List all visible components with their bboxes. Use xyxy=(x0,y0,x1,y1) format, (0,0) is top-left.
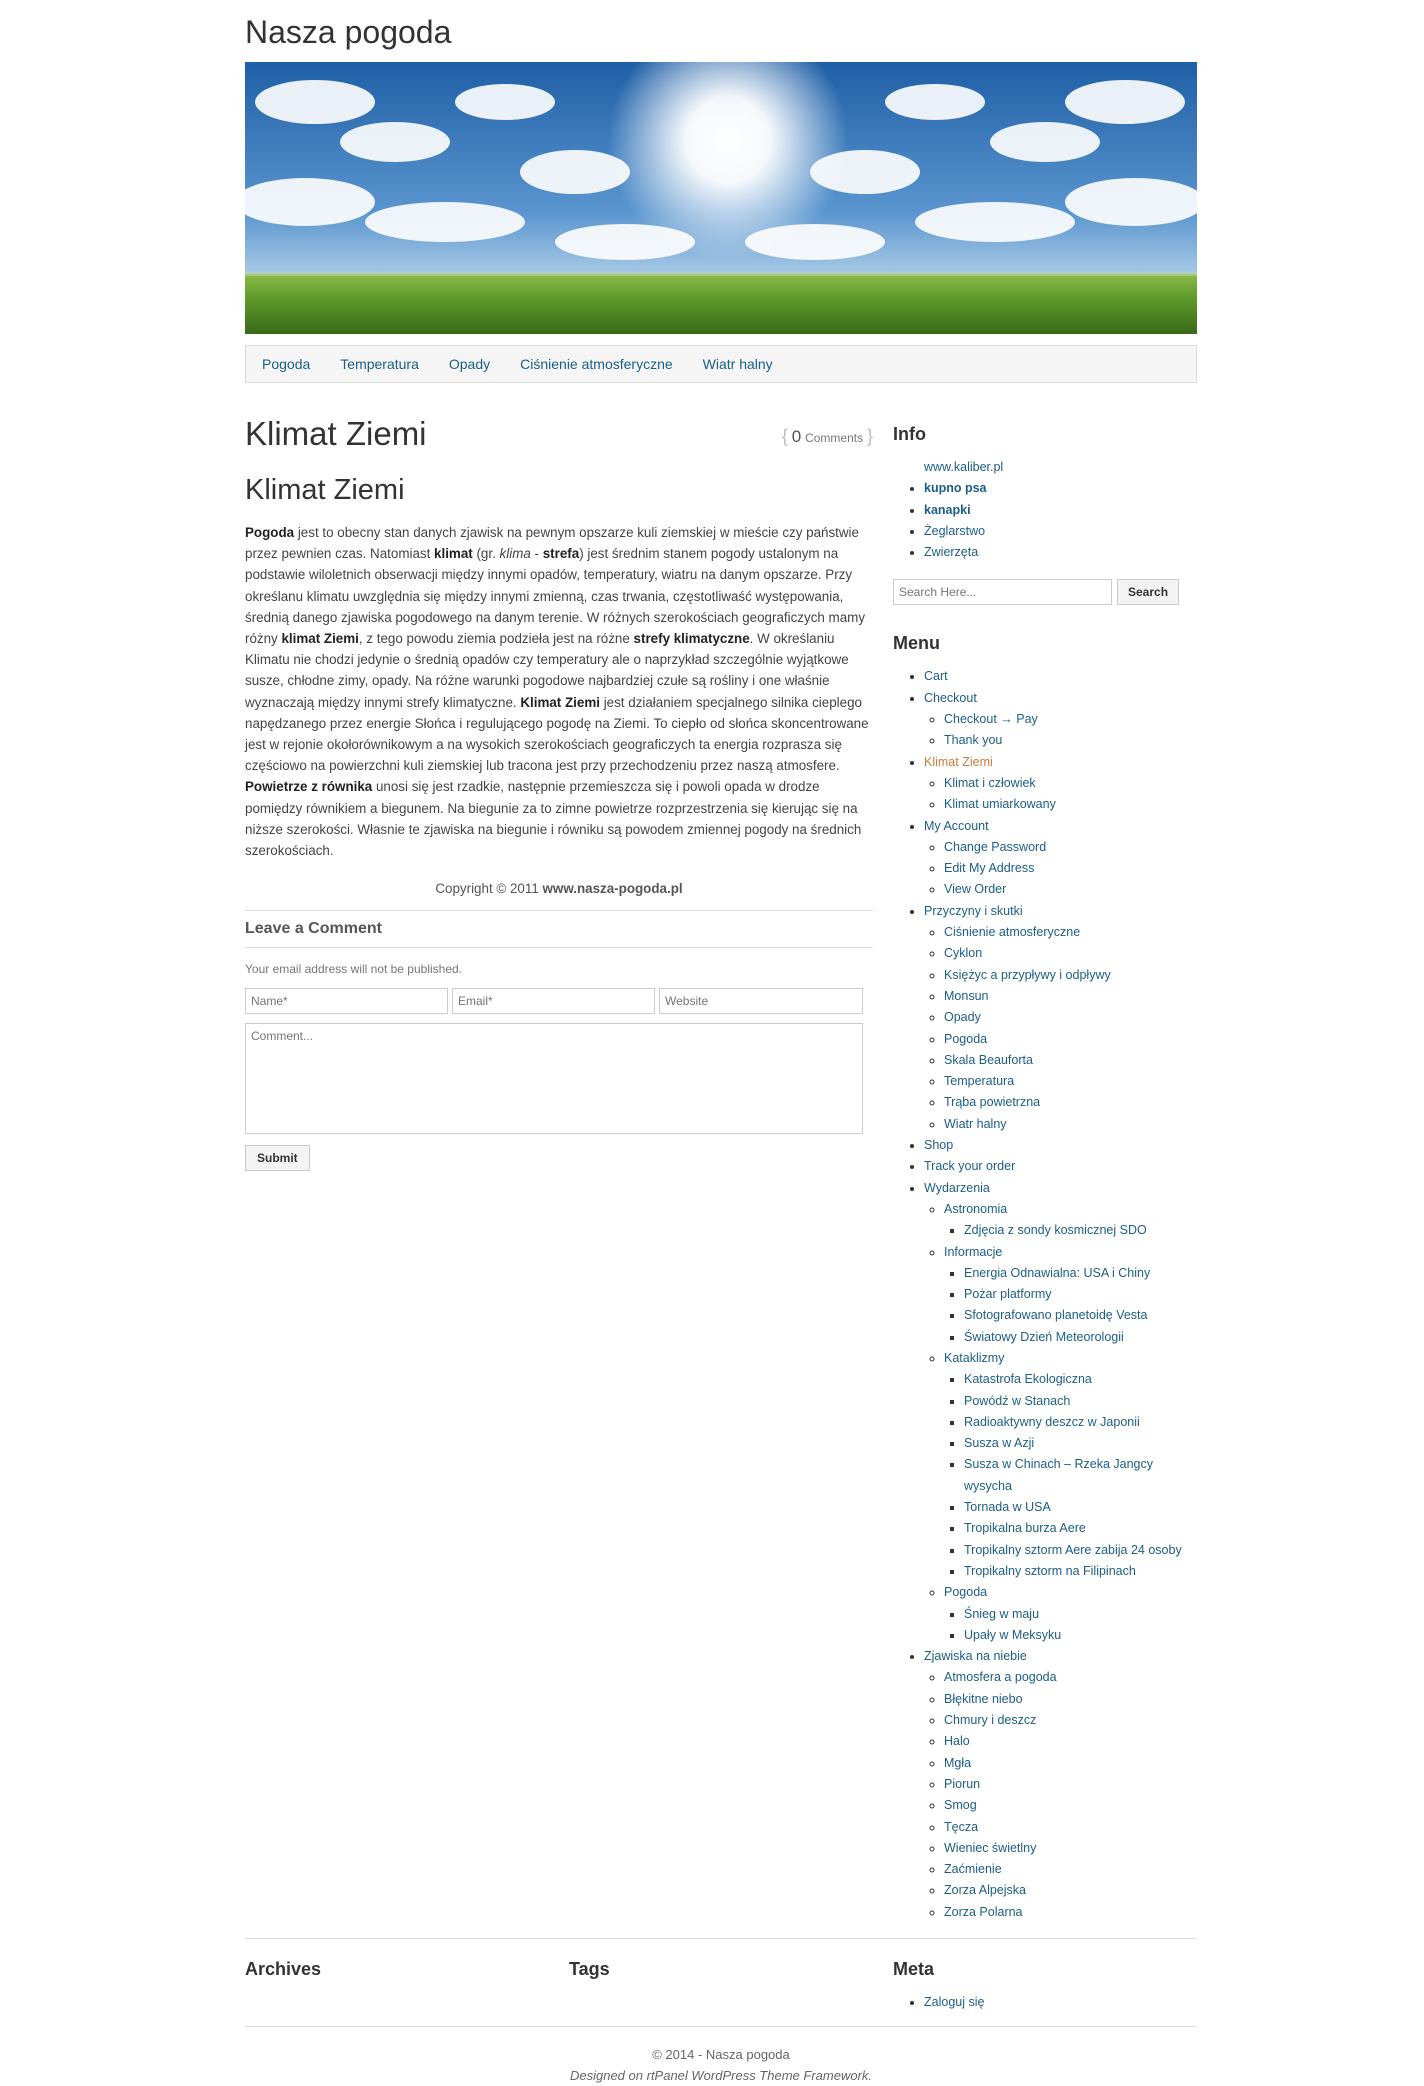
footer-credit-prefix: Designed on xyxy=(569,2068,647,2083)
tags-title: Tags xyxy=(569,1959,610,1979)
menu-link[interactable]: Tornada w USA xyxy=(964,1500,1051,1515)
menu-link[interactable]: Tęcza xyxy=(944,1819,979,1834)
menu-item xyxy=(924,1156,1197,1177)
submenu xyxy=(944,1220,1197,1241)
menu-link[interactable]: My Account xyxy=(924,818,989,833)
menu-link[interactable]: Klimat Ziemi xyxy=(924,754,993,769)
post-body-segment: Klimat Ziemi xyxy=(520,694,600,710)
menu-item xyxy=(944,922,1197,943)
menu-item xyxy=(964,1497,1197,1518)
menu-link[interactable]: Checkout xyxy=(924,690,977,705)
menu-link[interactable]: Ciśnienie atmosferyczne xyxy=(944,925,1081,940)
website-field[interactable] xyxy=(659,988,863,1014)
menu-item xyxy=(944,1114,1197,1135)
menu-link[interactable]: Cyklon xyxy=(944,946,983,961)
menu-link[interactable]: Atmosfera a pogoda xyxy=(944,1670,1057,1685)
info-link[interactable]: kupno psa xyxy=(924,481,987,496)
submit-button[interactable]: Submit xyxy=(245,1145,310,1171)
menu-item xyxy=(944,858,1197,879)
nav-item-cisnienie[interactable]: Ciśnienie atmosferyczne xyxy=(520,356,673,372)
submenu xyxy=(944,1604,1197,1647)
menu-item xyxy=(944,837,1197,858)
info-link[interactable]: Żeglarstwo xyxy=(924,523,986,538)
page-wrapper xyxy=(245,12,1197,2083)
menu-link[interactable]: Księżyc a przypływy i odpływy xyxy=(944,967,1111,982)
menu-link[interactable]: Checkout → Pay xyxy=(944,712,1038,727)
post-body-segment: - xyxy=(530,546,543,562)
info-link-item xyxy=(924,542,1197,563)
menu-widget-title: Menu xyxy=(893,633,940,654)
post-copyright-site: www.nasza-pogoda.pl xyxy=(542,881,683,897)
info-widget-title: Info xyxy=(893,424,926,444)
post-title[interactable]: Klimat Ziemi xyxy=(245,415,427,452)
menu-link[interactable]: Energia Odnawialna: USA i Chiny xyxy=(964,1265,1151,1280)
menu-item xyxy=(944,1774,1197,1795)
menu-item xyxy=(944,1710,1197,1731)
meta-link-item xyxy=(924,1992,984,2013)
comment-form-heading: Leave a Comment xyxy=(245,911,873,948)
comments-count-link[interactable] xyxy=(782,426,873,447)
menu-item xyxy=(964,1412,1197,1433)
main-content xyxy=(245,414,873,1171)
menu-item xyxy=(944,986,1197,1007)
menu-item xyxy=(964,1518,1197,1539)
sidebar xyxy=(893,424,1197,1923)
menu-link[interactable]: Change Password xyxy=(944,839,1047,854)
meta-links-list xyxy=(893,1992,984,2013)
menu-item xyxy=(944,965,1197,986)
menu-item xyxy=(964,1220,1197,1241)
menu-link[interactable]: Zorza Polarna xyxy=(944,1904,1023,1919)
menu-item xyxy=(964,1263,1197,1284)
post-body-segment: strefa xyxy=(542,546,580,562)
menu-link[interactable]: Klimat umiarkowany xyxy=(944,797,1056,812)
comments-count-label: Comments xyxy=(805,431,864,445)
menu-item xyxy=(944,943,1197,964)
post-body-segment: ) jest średnim stanem pogody ustalonym na podstawie wiloletnich obserwacji między innymi opadów, temperatury, wiatru na danym opszarze. Przy określanu klimatu uwzględnia się między innymi zmienną, czas trwania, częstotliwaść występowania, średnią danego zjawiska pogodowego na danym terenie. W różnych szerokościach geograficzych mamy różny xyxy=(245,546,866,647)
menu-link[interactable]: Piorun xyxy=(944,1776,981,1791)
menu-link[interactable]: Pożar platformy xyxy=(964,1287,1052,1302)
search-input[interactable] xyxy=(893,579,1112,605)
menu-link[interactable]: Temperatura xyxy=(944,1074,1015,1089)
info-links-list xyxy=(893,457,1197,563)
login-link[interactable]: Zaloguj się xyxy=(924,1995,985,2009)
menu-item xyxy=(944,1242,1197,1348)
submenu xyxy=(924,773,1197,816)
nav-item-wiatr-halny[interactable]: Wiatr halny xyxy=(702,356,773,372)
menu-link[interactable]: Mgła xyxy=(944,1755,972,1770)
menu-item xyxy=(964,1561,1197,1582)
menu-item xyxy=(944,773,1197,794)
menu-item xyxy=(944,1071,1197,1092)
post-body-segment: jest to obecny stan danych zjawisk na pewnym opszarze kuli ziemskiej w mieście czy państwie przez pewnien czas. Natomiast xyxy=(245,525,859,562)
menu-item xyxy=(924,1178,1197,1647)
menu-item xyxy=(924,752,1197,816)
email-field[interactable] xyxy=(452,988,655,1014)
footer-widgets xyxy=(245,1938,1197,2033)
post-body-segment: (gr. xyxy=(472,546,500,562)
menu-item xyxy=(944,794,1197,815)
menu-item xyxy=(944,1667,1197,1688)
footer-copyright: © 2014 - Nasza pogoda xyxy=(652,2047,790,2062)
info-link[interactable]: Zwierzęta xyxy=(924,545,979,560)
menu-link[interactable]: Susza w Azji xyxy=(964,1436,1035,1451)
menu-link[interactable]: Przyczyny i skutki xyxy=(924,903,1023,918)
menu-link[interactable]: Astronomia xyxy=(944,1201,1008,1216)
nav-item-temperatura[interactable]: Temperatura xyxy=(340,356,419,372)
menu-item xyxy=(964,1433,1197,1454)
menu-item xyxy=(964,1305,1197,1326)
menu-item xyxy=(924,1646,1197,1923)
brace-close-icon: } xyxy=(866,426,873,446)
menu-link[interactable]: Shop xyxy=(924,1138,954,1153)
menu-item xyxy=(944,730,1197,751)
menu-item xyxy=(944,1689,1197,1710)
menu-link[interactable]: Zaćmienie xyxy=(944,1862,1002,1877)
post-copyright-prefix: Copyright © 2011 xyxy=(435,881,543,897)
menu-link[interactable]: Tropikalny sztorm Aere zabija 24 osoby xyxy=(964,1542,1182,1557)
menu-link[interactable]: Wieniec świetlny xyxy=(944,1840,1037,1855)
menu-link[interactable]: Susza w Chinach – Rzeka Jangcy wysycha xyxy=(964,1457,1153,1493)
menu-item xyxy=(964,1391,1197,1412)
menu-item xyxy=(944,1753,1197,1774)
menu-link[interactable]: Wiatr halny xyxy=(944,1116,1007,1131)
info-link-item xyxy=(924,457,1197,478)
menu-link[interactable]: Zjawiska na niebie xyxy=(924,1649,1027,1664)
info-link[interactable]: www.kaliber.pl xyxy=(924,460,1004,474)
footer-credit xyxy=(245,2065,1197,2086)
menu-item xyxy=(944,709,1197,730)
brace-open-icon: { xyxy=(781,426,788,446)
info-link[interactable]: kanapki xyxy=(924,502,971,517)
comment-form xyxy=(245,910,873,1171)
submenu xyxy=(924,709,1197,752)
menu-link[interactable]: Klimat i człowiek xyxy=(944,775,1036,790)
menu-item xyxy=(924,816,1197,901)
post-subtitle: Klimat Ziemi xyxy=(245,474,405,506)
menu-link[interactable]: Powódź w Stanach xyxy=(964,1393,1071,1408)
menu-link[interactable]: Pogoda xyxy=(944,1031,988,1046)
menu-item xyxy=(944,1050,1197,1071)
comments-count-number: 0 xyxy=(791,427,802,446)
menu-link[interactable]: Wydarzenia xyxy=(924,1180,990,1195)
post-body-segment: Pogoda xyxy=(245,525,295,540)
post-header xyxy=(245,414,873,458)
menu-link[interactable]: Sfotografowano planetoidę Vesta xyxy=(964,1308,1148,1323)
post-body-segment: klimat xyxy=(434,546,473,562)
menu-link[interactable]: Skala Beauforta xyxy=(944,1052,1033,1067)
menu-link[interactable]: Informacje xyxy=(944,1244,1003,1259)
site-title[interactable]: Nasza pogoda xyxy=(245,14,452,50)
menu-item xyxy=(964,1454,1197,1497)
menu-item xyxy=(944,1817,1197,1838)
menu-link[interactable]: Upały w Meksyku xyxy=(964,1627,1062,1642)
menu-link[interactable]: Katastrofa Ekologiczna xyxy=(964,1372,1092,1387)
search-form xyxy=(893,579,1197,605)
menu-item xyxy=(964,1625,1197,1646)
post-copyright xyxy=(245,881,873,896)
menu-item xyxy=(944,1880,1197,1901)
menu-link[interactable]: Thank you xyxy=(944,733,1003,748)
menu-item xyxy=(924,666,1197,687)
menu-link[interactable]: Track your order xyxy=(924,1159,1016,1174)
tags-widget xyxy=(569,1959,610,1992)
menu-item xyxy=(944,1348,1197,1582)
menu-link[interactable]: Światowy Dzień Meteorologii xyxy=(964,1329,1124,1344)
submenu xyxy=(944,1369,1197,1582)
menu-item xyxy=(944,1902,1197,1923)
meta-title: Meta xyxy=(893,1959,935,1979)
post-body-segment: Powietrze z równika xyxy=(245,779,373,795)
menu-link[interactable]: Trąba powietrzna xyxy=(944,1095,1041,1110)
info-link-item xyxy=(924,500,1197,521)
menu-item xyxy=(964,1284,1197,1305)
submenu xyxy=(924,1199,1197,1646)
main-navigation xyxy=(245,345,1197,383)
footer-divider xyxy=(245,2026,1197,2027)
comment-form-notice: Your email address will not be published. xyxy=(245,962,463,977)
submenu xyxy=(924,1667,1197,1923)
menu-item xyxy=(964,1604,1197,1625)
info-link-item xyxy=(924,521,1197,542)
post-body-segment: klima xyxy=(499,546,531,562)
site-footer xyxy=(245,2044,1197,2086)
menu-link[interactable]: Kataklizmy xyxy=(944,1350,1005,1365)
post-body-segment: jest działaniem specjalnego silnika cieplego napędzanego przez energie Słońca i regulującego pogodę na Ziemi. To ciepło od słońca skoncentrowane jest w rejonie okołorównikowym a na wysokich szerokościach geograficzych ta energia rozprasza się częściowo na powierzchni kuli ziemskiej lub tracona jest przy przechodzeniu przez naszą atmosfere. xyxy=(245,694,869,774)
menu-link[interactable]: Zorza Alpejska xyxy=(944,1883,1026,1898)
menu-link[interactable]: Błękitne niebo xyxy=(944,1691,1023,1706)
menu-item xyxy=(944,1199,1197,1242)
menu-link[interactable]: Pogoda xyxy=(944,1585,988,1600)
menu-link[interactable]: Śnieg w maju xyxy=(964,1606,1040,1621)
post-body-segment: unosi się jest rzadkie, następnie przemieszcza się i powoli opada w drodze pomiędzy równikiem a biegunem. Na biegunie za to zimne powietrze rozprzestrzenia się kierując się na niższe szerokości. Własnie te zjawiska na biegunie i równiku są powodem zmiennej pogody na średnich szerokościach. xyxy=(245,779,862,859)
nav-item-pogoda[interactable]: Pogoda xyxy=(262,356,311,372)
comment-textarea[interactable] xyxy=(245,1023,863,1134)
menu-link[interactable]: Halo xyxy=(944,1734,970,1749)
meta-widget xyxy=(893,1959,984,2013)
menu-item xyxy=(964,1369,1197,1390)
rtpanel-link[interactable]: rtPanel WordPress Theme Framework xyxy=(646,2068,869,2083)
post-body xyxy=(245,522,873,861)
menu-link[interactable]: Edit My Address xyxy=(944,861,1035,876)
post-body-segment: , z tego powodu ziemia podzieła jest na różne xyxy=(358,631,634,647)
header-banner-image xyxy=(245,62,1197,334)
menu-item xyxy=(944,1007,1197,1028)
menu-item xyxy=(944,1795,1197,1816)
info-link-item xyxy=(924,478,1197,499)
menu-item xyxy=(944,1029,1197,1050)
archives-widget xyxy=(245,1959,321,1992)
search-button[interactable]: Search xyxy=(1117,579,1179,605)
menu-link[interactable]: Chmury i deszcz xyxy=(944,1713,1037,1728)
menu-link[interactable]: Opady xyxy=(944,1010,981,1025)
menu-link[interactable]: Smog xyxy=(944,1798,977,1813)
menu-item xyxy=(924,688,1197,752)
menu-link[interactable]: Tropikalna burza Aere xyxy=(964,1521,1086,1536)
post-body-segment: klimat Ziemi xyxy=(281,631,359,647)
menu-link[interactable]: Monsun xyxy=(944,988,989,1003)
archives-title: Archives xyxy=(245,1959,322,1979)
sidebar-menu xyxy=(893,666,1197,1923)
nav-item-opady[interactable]: Opady xyxy=(448,356,491,372)
menu-item xyxy=(944,879,1197,900)
menu-item xyxy=(924,1135,1197,1156)
menu-link[interactable]: Cart xyxy=(924,669,948,684)
menu-item xyxy=(924,901,1197,1135)
menu-item xyxy=(964,1327,1197,1348)
menu-link[interactable]: Zdjęcia z sondy kosmicznej SDO xyxy=(964,1223,1147,1238)
footer-credit-suffix: . xyxy=(868,2068,873,2083)
comment-fields-row xyxy=(245,988,873,1014)
menu-item xyxy=(964,1540,1197,1561)
name-field[interactable] xyxy=(245,988,448,1014)
menu-item xyxy=(944,1859,1197,1880)
menu-link[interactable]: Radioaktywny deszcz w Japonii xyxy=(964,1414,1140,1429)
submenu xyxy=(944,1263,1197,1348)
menu-item xyxy=(944,1838,1197,1859)
post-body-segment: . W określaniu Klimatu nie chodzi jedynie o średnią opadów czy temperatury ale o naprzykład szczególnie wyjątkowe susze, chłodne zimy, opady. Na różne warunki pogodowe najbardziej czułe są rośliny i one właśnie wyznaczają między innymi strefy klimatyczne. xyxy=(245,631,849,710)
menu-item xyxy=(944,1582,1197,1646)
menu-item xyxy=(944,1731,1197,1752)
post-body-segment: strefy klimatyczne xyxy=(633,631,750,647)
submenu xyxy=(924,837,1197,901)
menu-link[interactable]: View Order xyxy=(944,882,1007,897)
menu-link[interactable]: Tropikalny sztorm na Filipinach xyxy=(964,1563,1136,1578)
submenu xyxy=(924,922,1197,1135)
menu-item xyxy=(944,1092,1197,1113)
